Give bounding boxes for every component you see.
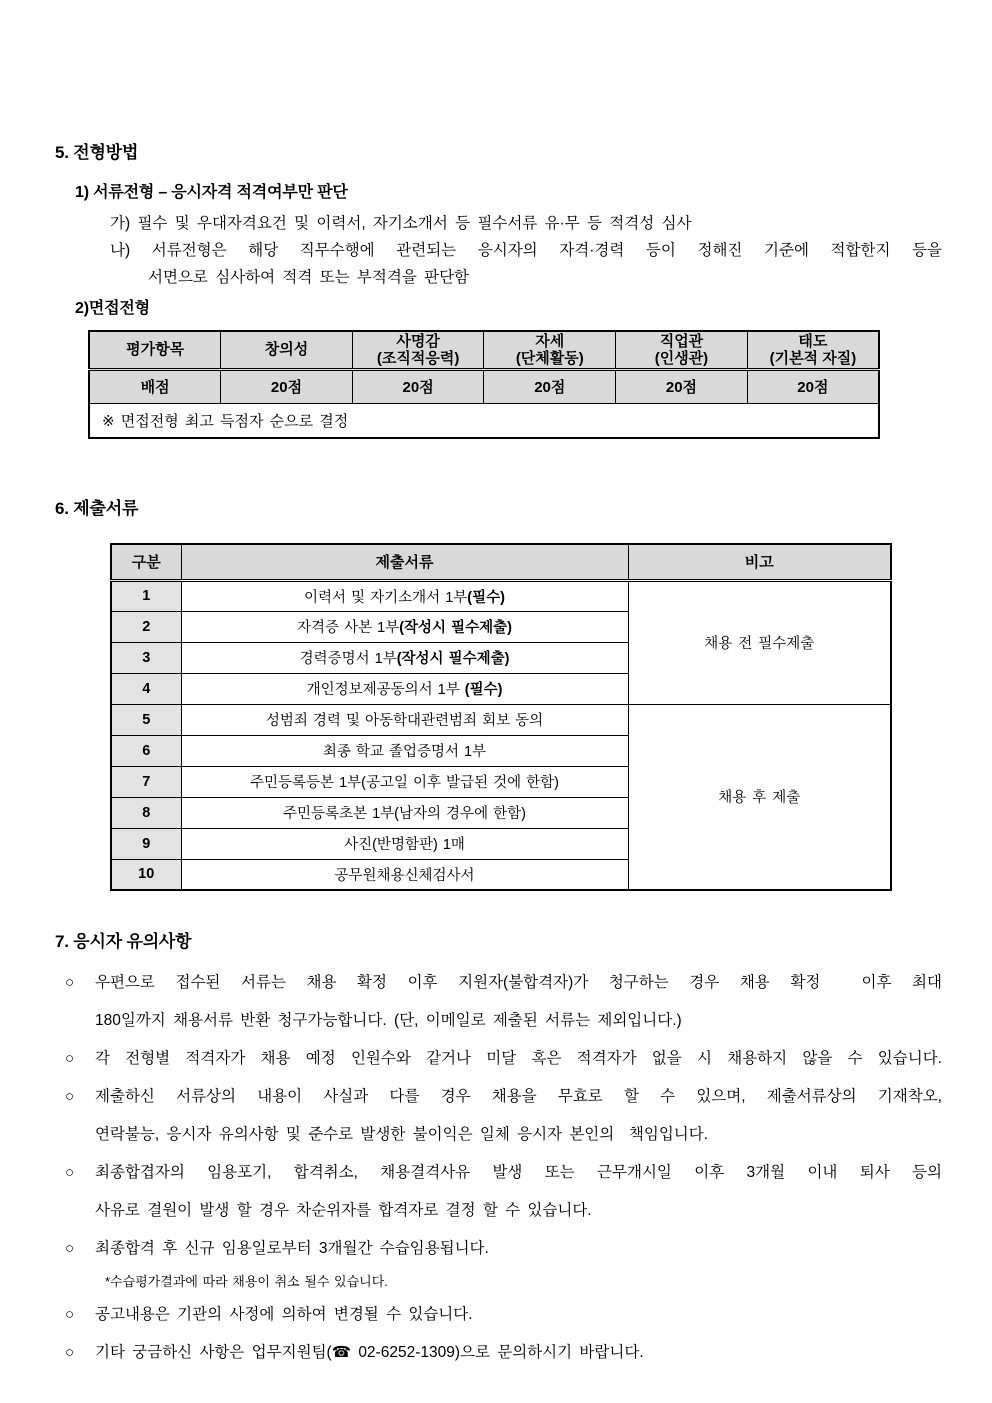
notice-line: 최종합겹자의 임용포기, 합격취소, 채용결격사유 발생 또는 근무개시일 이후 3개월 이내 퇴사 등의 bbox=[95, 1164, 942, 1181]
row-number: 4 bbox=[111, 673, 181, 704]
score-cell: 20점 bbox=[221, 369, 353, 403]
documents-table bbox=[110, 543, 892, 891]
eval-header-text: 자세 bbox=[535, 332, 565, 350]
circle-bullet-icon: ○ bbox=[65, 1164, 75, 1181]
notice-line: 최종합격 후 신규 임용일로부터 3개월간 수습임용됩니다. bbox=[95, 1240, 489, 1257]
interview-title: 2)면접전형 bbox=[75, 300, 150, 317]
eval-table-header-row bbox=[89, 331, 879, 369]
col-document: 제출서류 bbox=[181, 544, 628, 580]
notice-list bbox=[65, 964, 942, 1372]
notice-item bbox=[65, 1154, 942, 1230]
doc-screening-item-na bbox=[110, 237, 942, 291]
doc-text: 이력서 및 자기소개서 1부 bbox=[304, 589, 468, 606]
notice-line: 우편으로 접수된 서류는 채용 확정 이후 지원자(불합격자)가 청구하는 경우 채용 확정 이후 최대 bbox=[95, 974, 942, 991]
interview-eval-table bbox=[88, 330, 880, 439]
section-documents-title: 6. 제출서류 bbox=[55, 499, 139, 518]
row-number: 1 bbox=[111, 580, 181, 611]
notice-line: 180일까지 채용서류 반환 청구가능합니다. (단, 이메일로 제출된 서류는 제외입니다.) bbox=[95, 1012, 682, 1029]
notice-item bbox=[65, 1078, 942, 1154]
doc-bold-text: (필수) bbox=[464, 682, 503, 698]
notice-item bbox=[65, 1296, 942, 1334]
row-number: 3 bbox=[111, 642, 181, 673]
eval-header-subtext: (기본적 자질) bbox=[769, 349, 857, 367]
row-document bbox=[181, 611, 628, 642]
doc-text: 성범죄 경력 및 아동학대관련범죄 회보 동의 bbox=[265, 713, 544, 729]
eval-header-text: 직업관 bbox=[659, 332, 704, 350]
eval-header-subtext: (조직적응력) bbox=[376, 349, 460, 367]
notice-line: 연락불능, 응시자 유의사항 및 준수로 발생한 불이익은 일체 응시자 본인의 책임입니다. bbox=[95, 1126, 709, 1143]
notice-line: 제출하신 서류상의 내용이 사실과 다를 경우 채용을 무효로 할 수 있으며, 제출서류상의 기재착오, bbox=[95, 1088, 942, 1105]
row-document bbox=[181, 735, 628, 766]
circle-bullet-icon: ○ bbox=[65, 1050, 75, 1067]
doc-text: 최종 학교 졸업증명서 1부 bbox=[322, 744, 487, 760]
score-cell: 20점 bbox=[484, 369, 616, 403]
row-document bbox=[181, 828, 628, 859]
eval-header-creativity bbox=[221, 331, 353, 369]
score-cell: 20점 bbox=[352, 369, 484, 403]
notice-item bbox=[65, 1040, 942, 1078]
score-cell: 20점 bbox=[616, 369, 748, 403]
item-na-line1: 나) 서류전형은 해당 직무수행에 관련되는 응시자의 자격·경력 등이 정해진 기준에 적합한지 등을 bbox=[110, 242, 942, 259]
notice-line: 사유로 결원이 발생 할 경우 차순위자를 합격자로 결정 할 수 있습니다. bbox=[95, 1202, 592, 1219]
circle-bullet-icon: ○ bbox=[65, 1306, 75, 1323]
table-row bbox=[111, 704, 891, 735]
doc-text: 경력증명서 1부 bbox=[299, 651, 397, 667]
probation-subnote: *수습평가결과에 따라 채용이 취소 될수 있습니다. bbox=[105, 1274, 388, 1289]
doc-text: 사진(반명함판) 1매 bbox=[344, 837, 465, 853]
row-number: 8 bbox=[111, 797, 181, 828]
section-notes bbox=[55, 927, 942, 1372]
row-document bbox=[181, 766, 628, 797]
eval-header-subtext: (단체활동) bbox=[515, 349, 584, 367]
col-remark: 비고 bbox=[628, 544, 891, 580]
eval-table-note: ※ 면접전형 최고 득점자 순으로 결정 bbox=[89, 403, 879, 438]
eval-header-category bbox=[89, 331, 221, 369]
eval-header-attitude-group bbox=[484, 331, 616, 369]
row-document bbox=[181, 642, 628, 673]
doc-text: 주민등록등본 1부(공고일 이후 발급된 것에 한함) bbox=[250, 775, 559, 791]
circle-bullet-icon: ○ bbox=[65, 974, 75, 991]
score-cell: 20점 bbox=[747, 369, 879, 403]
row-document bbox=[181, 859, 628, 890]
remark-after-hire: 채용 후 제출 bbox=[628, 704, 891, 890]
col-category: 구분 bbox=[111, 544, 181, 580]
row-number: 6 bbox=[111, 735, 181, 766]
eval-header-text: 태도 bbox=[798, 332, 828, 350]
row-number: 2 bbox=[111, 611, 181, 642]
row-document bbox=[181, 673, 628, 704]
notice-item bbox=[65, 1334, 942, 1372]
row-number: 7 bbox=[111, 766, 181, 797]
eval-header-mission bbox=[352, 331, 484, 369]
row-number: 9 bbox=[111, 828, 181, 859]
eval-header-text: 창의성 bbox=[264, 341, 309, 359]
remark-before-hire: 채용 전 필수제출 bbox=[628, 580, 891, 704]
row-number: 5 bbox=[111, 704, 181, 735]
doc-text: 공무원채용신체검사서 bbox=[334, 867, 475, 884]
row-document bbox=[181, 580, 628, 611]
eval-header-text: 사명감 bbox=[396, 332, 440, 350]
doc-text: 주민등록초본 1부(남자의 경우에 한함) bbox=[283, 806, 526, 822]
table-row bbox=[111, 580, 891, 611]
doc-screening-title: 1) 서류전형 – 응시자격 적격여부만 판단 bbox=[75, 184, 348, 201]
section-method-title: 5. 전형방법 bbox=[55, 143, 139, 162]
doc-text: 자격증 사본 1부 bbox=[297, 620, 400, 636]
eval-table-score-row bbox=[89, 369, 879, 403]
section-notes-title: 7. 응시자 유의사항 bbox=[55, 932, 192, 951]
circle-bullet-icon: ○ bbox=[65, 1240, 75, 1257]
doc-text: 개인정보제공동의서 1부 bbox=[306, 682, 465, 698]
eval-header-basic-quality bbox=[747, 331, 879, 369]
item-na-line2: 서면으로 심사하여 적격 또는 부적격을 판단함 bbox=[148, 269, 470, 286]
doc-bold-text: (작성시 필수제출) bbox=[396, 651, 510, 667]
score-label-cell: 배점 bbox=[89, 369, 221, 403]
notice-line: 기타 궁금하신 사항은 업무지원팀(☎ 02-6252-1309)으로 문의하시기 바랍니다. bbox=[95, 1344, 644, 1361]
eval-header-subtext: (인생관) bbox=[654, 349, 709, 367]
circle-bullet-icon: ○ bbox=[65, 1088, 75, 1105]
notice-line: 공고내용은 기관의 사정에 의하여 변경될 수 있습니다. bbox=[95, 1306, 473, 1323]
doc-screening-item-ga: 가) 필수 및 우대자격요건 및 이력서, 자기소개서 등 필수서류 유·무 등 적격성 심사 bbox=[110, 215, 692, 232]
circle-bullet-icon: ○ bbox=[65, 1344, 75, 1361]
row-document bbox=[181, 797, 628, 828]
notice-item bbox=[65, 1230, 942, 1268]
eval-header-text: 평가항목 bbox=[126, 341, 185, 359]
row-document bbox=[181, 704, 628, 735]
documents-table-header-row bbox=[111, 544, 891, 580]
eval-table-note-row bbox=[89, 403, 879, 438]
doc-bold-text: (작성시 필수제출) bbox=[399, 620, 512, 636]
notice-item bbox=[65, 964, 942, 1040]
doc-bold-text: (필수) bbox=[467, 589, 505, 606]
notice-line: 각 전형별 적격자가 채용 예정 인원수와 같거나 미달 혹은 적격자가 없을 시 채용하지 않을 수 있습니다. bbox=[95, 1050, 942, 1067]
row-number: 10 bbox=[111, 859, 181, 890]
eval-header-vocation bbox=[616, 331, 748, 369]
